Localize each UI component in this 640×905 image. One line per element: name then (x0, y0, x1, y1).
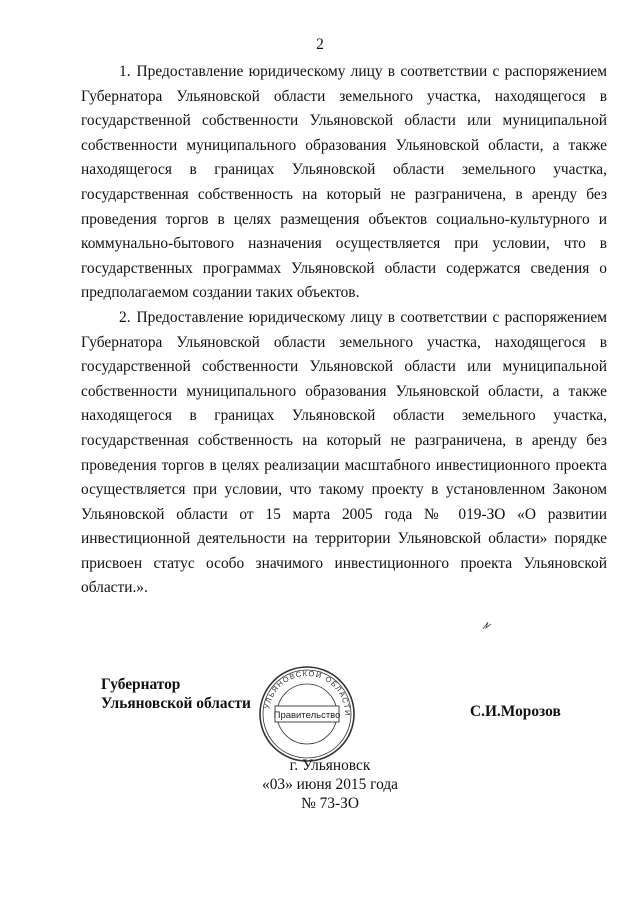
seal-ring-text: УЛЬЯНОВСКОЙ ОБЛАСТИ (262, 668, 353, 717)
footer-city: г. Ульяновск (289, 757, 371, 774)
paragraph-1 (81, 60, 607, 306)
document-body (81, 60, 607, 601)
footer-date: «03» июня 2015 года (262, 776, 398, 793)
seal-center-text: Правительство (273, 710, 341, 721)
footer-number: № 73-ЗО (301, 795, 359, 812)
pen-mark-icon (480, 618, 494, 632)
page-number: 2 (316, 36, 324, 53)
seal-graphic (257, 664, 357, 764)
paragraph-text: Предоставление юридическому лицу в соответствии с распоряжением Губернатора Ульяновской области земельного участка, находящегося в государственной собственности Ульяновской области или муниципальной собственности муниципального образования Ульяновской области, а также находящегося в границах Ульяновской области земельного участка, государственная собственность на который не разграничена, в аренду без проведения торгов в целях размещения объектов социально-культурного и коммунально-бытового назначения осуществляется при условии, что в государственных программах Ульяновской области содержатся сведения о предполагаемом создании таких объектов. (81, 63, 607, 302)
paragraph-number: 1. (119, 63, 131, 80)
signer-name: С.И.Морозов (470, 703, 561, 720)
paragraph-text: Предоставление юридическому лицу в соответствии с распоряжением Губернатора Ульяновской области земельного участка, находящегося в государственной собственности Ульяновской области или муниципальной собственности муниципального образования Ульяновской области, а также находящегося в границах Ульяновской области земельного участка, государственная собственность на который не разграничена, в аренду без проведения торгов в целях реализации масштабного инвестиционного проекта осуществляется при условии, что такому проекту в установленном Законом Ульяновской области от 15 марта 2005 года № 019-ЗО «О развитии инвестиционной деятельности на территории Ульяновской области» порядке присвоен статус особо значимого инвестиционного проекта Ульяновской области.». (81, 308, 607, 597)
signer-title (101, 675, 251, 713)
official-seal (257, 664, 357, 764)
signer-title-line2: Ульяновской области (101, 695, 251, 712)
document-footer (0, 756, 640, 813)
paragraph-number: 2. (119, 308, 131, 326)
paragraph-2 (81, 306, 607, 601)
signer-title-line1: Губернатор (101, 676, 181, 693)
